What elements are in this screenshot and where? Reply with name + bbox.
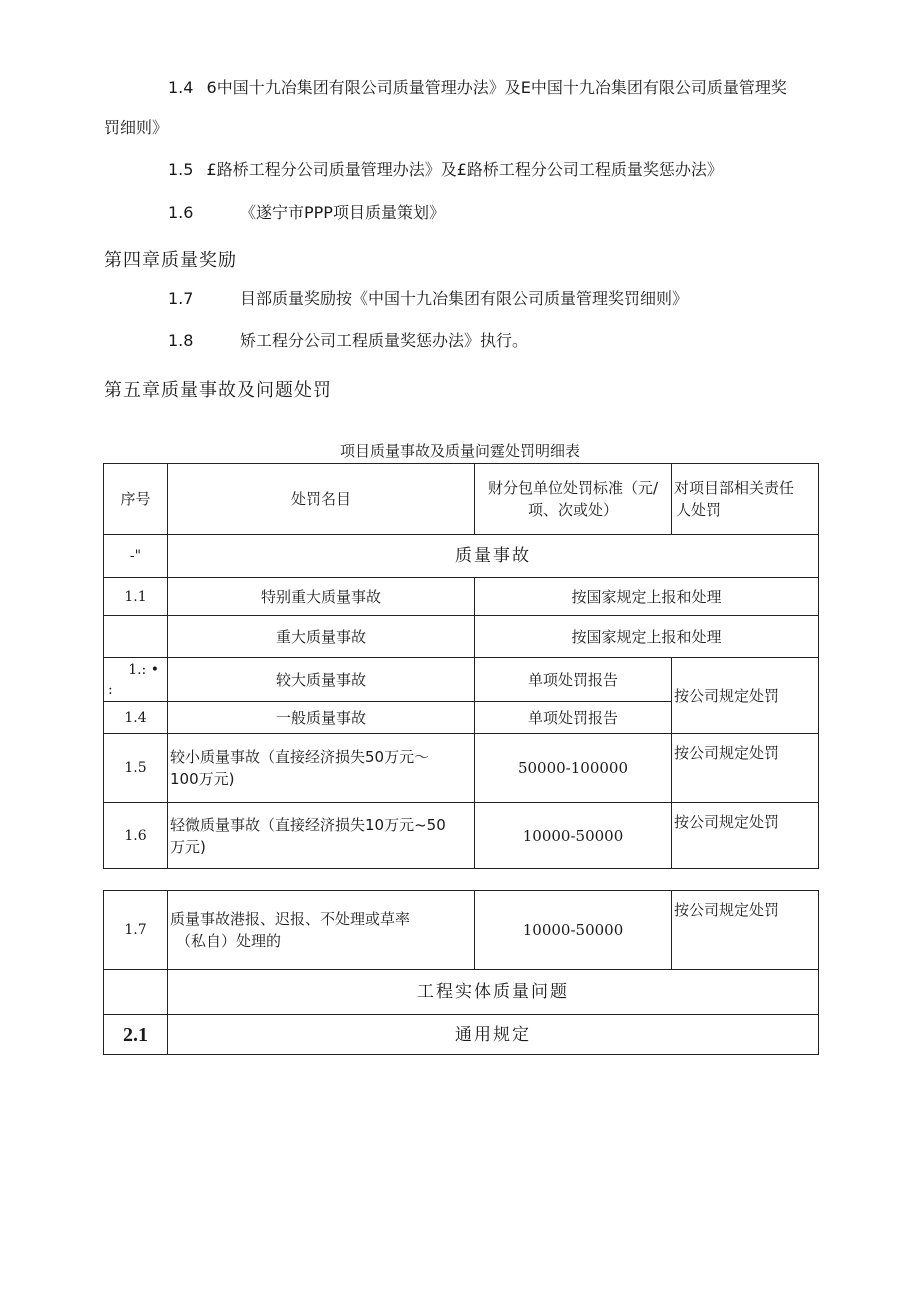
section-row <box>104 535 819 578</box>
row-number: 1.7 <box>104 891 168 970</box>
penalty-table-continued <box>103 890 819 1055</box>
header-number: 序号 <box>104 464 168 535</box>
section-title: 质量事故 <box>168 535 819 578</box>
row-responsible-penalty: 按公司规定处罚 <box>672 734 819 803</box>
chapter-4-title: 第四章质量奖励 <box>104 250 237 271</box>
clause-number: 1.6 <box>168 203 194 222</box>
row-item-name <box>168 734 475 803</box>
clause-number: 1.8 <box>168 331 194 350</box>
table-row <box>104 616 819 658</box>
row-responsible-penalty: 按公司规定处罚 <box>672 891 819 970</box>
row-responsible-penalty: 按公司规定处罚 <box>672 658 819 734</box>
row-item-name: 较大质量事故 <box>168 658 475 702</box>
header-text-line: 对项目部相关责任 <box>674 479 795 497</box>
section-number: 2.1 <box>104 1015 168 1055</box>
row-number: 1.1 <box>104 578 168 616</box>
penalty-table <box>103 463 819 869</box>
row-number <box>104 658 168 702</box>
row-item-name-line: 100万元) <box>170 770 235 788</box>
row-number-line: : <box>108 681 113 698</box>
clause-number: 1.5 <box>168 160 194 179</box>
row-standard: 10000-50000 <box>475 803 672 869</box>
row-standard: 单项处罚报告 <box>475 658 672 702</box>
header-responsible-penalty <box>672 464 819 535</box>
row-item-name <box>168 891 475 970</box>
header-item-name: 处罚名目 <box>168 464 475 535</box>
clause-text: £路桥工程分公司质量管理办法》及£路桥工程分公司工程质量奖惩办法》 <box>206 160 723 179</box>
row-item-name-line: 万元) <box>170 837 206 856</box>
row-item-name: 一般质量事故 <box>168 702 475 734</box>
header-text-line: 人处罚 <box>676 501 722 519</box>
row-item-name <box>168 803 475 869</box>
clause-text: 6中国十九冶集团有限公司质量管理办法》及E中国十九冶集团有限公司质量管理奖 <box>206 78 787 97</box>
row-item-name-line: 质量事故港报、迟报、不处理或草率 <box>170 910 411 928</box>
header-text-line: 项、次或处） <box>527 501 618 519</box>
clause-text: 目部质量奖励按《中国十九冶集团有限公司质量管理奖罚细则》 <box>240 289 689 308</box>
clause-1-4-continuation: 罚细则》 <box>104 118 169 137</box>
table-row <box>104 734 819 803</box>
row-standard: 单项处罚报告 <box>475 702 672 734</box>
row-item-name: 特别重大质量事故 <box>168 578 475 616</box>
row-standard: 按国家规定上报和处理 <box>475 616 819 658</box>
row-standard: 按国家规定上报和处理 <box>475 578 819 616</box>
row-item-name-line: 轻微质量事故（直接经济损失10万元~50 <box>170 815 446 834</box>
clause-text: 矫工程分公司工程质量奖惩办法》执行。 <box>240 331 529 350</box>
row-number <box>104 616 168 658</box>
row-standard: 10000-50000 <box>475 891 672 970</box>
table-row <box>104 803 819 869</box>
section-title: 通用规定 <box>168 1015 819 1055</box>
chapter-5-title: 第五章质量事故及问题处罚 <box>104 380 332 401</box>
row-item-name: 重大质量事故 <box>168 616 475 658</box>
row-number-line: 1.: • <box>128 661 159 678</box>
clause-1-5 <box>168 160 723 180</box>
clause-number: 1.4 <box>168 78 194 97</box>
header-text-line: 财分包单位处罚标准（元/ <box>487 479 659 497</box>
row-number: 1.5 <box>104 734 168 803</box>
clause-1-4 <box>168 78 787 98</box>
table-header-row <box>104 464 819 535</box>
section-title: 工程实体质量问题 <box>168 970 819 1015</box>
clause-text: 《遂宁市PPP项目质量策划》 <box>240 203 445 222</box>
section-number <box>104 970 168 1015</box>
header-subcontractor-standard <box>475 464 672 535</box>
section-row <box>104 970 819 1015</box>
table-caption: 项目质量事故及质量问霆处罚明细表 <box>339 442 580 460</box>
clause-number: 1.7 <box>168 289 194 308</box>
table-row <box>104 578 819 616</box>
row-number: 1.4 <box>104 702 168 734</box>
row-responsible-penalty: 按公司规定处罚 <box>672 803 819 869</box>
table-row <box>104 658 819 702</box>
row-number: 1.6 <box>104 803 168 869</box>
row-standard: 50000-100000 <box>475 734 672 803</box>
section-row <box>104 1015 819 1055</box>
table-row <box>104 891 819 970</box>
row-item-name-line: （私自）处理的 <box>176 932 282 950</box>
row-item-name-line: 较小质量事故（直接经济损失50万元〜 <box>170 748 430 766</box>
section-number: -" <box>104 535 168 578</box>
